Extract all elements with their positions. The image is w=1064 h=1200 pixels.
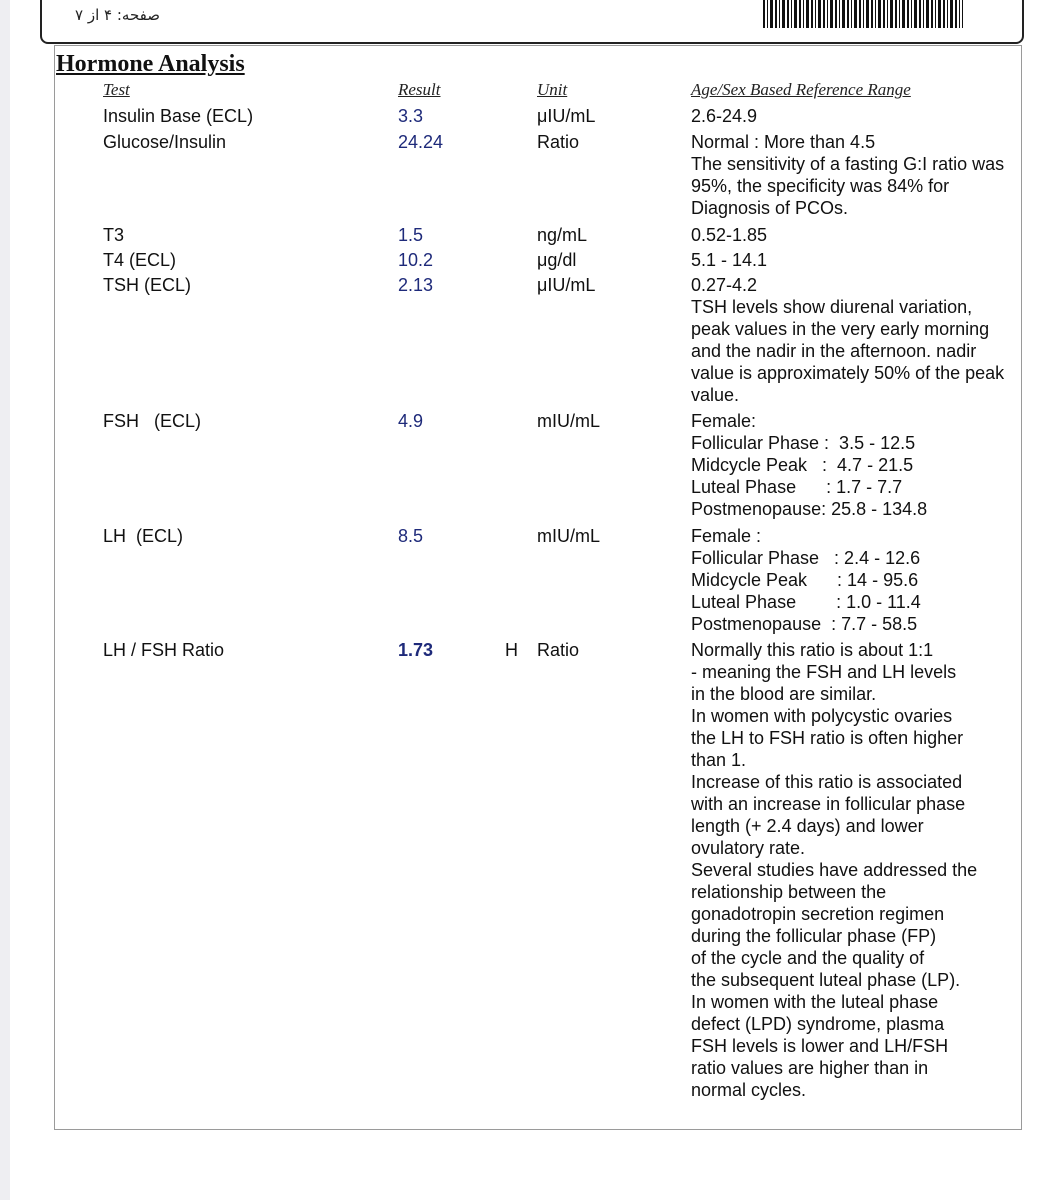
reference-range: Normally this ratio is about 1:1 - meaning the FSH and LH levels in the blood are similar. In women with polycystic ovaries the LH to FSH ratio is often higher than 1. Increase of this ratio is associated with an increase in follicular phase length (+ 2.4 days) and lower ovulatory rate. Several studies have addressed the relationship between the gonadotropin secretion regimen during the follicular phase (FP) of the cycle and the quality of the subsequent luteal phase (LP). In women with the luteal phase defect (LPD) syndrome, plasma FSH levels is lower and LH/FSH ratio values are higher than in normal cycles. <box>691 640 978 1100</box>
column-header-result: Result <box>398 80 441 99</box>
unit: mIU/mL <box>537 526 600 546</box>
column-header-reference: Age/Sex Based Reference Range <box>691 80 911 99</box>
test-name: LH (ECL) <box>103 526 184 546</box>
unit: μg/dl <box>537 250 577 270</box>
unit: mIU/mL <box>537 411 600 431</box>
result-value: 24.24 <box>398 132 444 152</box>
page-gutter <box>0 0 10 1200</box>
reference-range: 0.52-1.85 <box>691 225 768 245</box>
reference-range: 0.27-4.2 TSH levels show diurenal variation, peak values in the very early morning and the nadir in the afternoon. nadir value is approximately 50% of the peak value. <box>691 275 1005 405</box>
reference-range: 5.1 - 14.1 <box>691 250 768 270</box>
unit: μIU/mL <box>537 275 596 295</box>
test-name: Glucose/Insulin <box>103 132 227 152</box>
column-header-test: Test <box>103 80 130 99</box>
section-title: Hormone Analysis <box>56 51 245 77</box>
test-name: FSH (ECL) <box>103 411 202 431</box>
test-name: LH / FSH Ratio <box>103 640 225 660</box>
reference-range: 2.6-24.9 <box>691 106 758 126</box>
result-flag: H <box>505 640 518 660</box>
test-name: T3 <box>103 225 125 245</box>
unit: ng/mL <box>537 225 588 245</box>
page-number-label: صفحه: ۴ از ۷ <box>75 6 160 24</box>
column-header-unit: Unit <box>537 80 568 99</box>
reference-range: Female: Follicular Phase : 3.5 - 12.5 Midcycle Peak : 4.7 - 21.5 Luteal Phase : 1.7 - 7.7 Postmenopause: 25.8 - 134.8 <box>691 411 928 519</box>
result-value: 1.5 <box>398 225 424 245</box>
result-value: 3.3 <box>398 106 424 126</box>
result-value: 1.73 <box>398 640 434 660</box>
reference-range: Female : Follicular Phase : 2.4 - 12.6 Midcycle Peak : 14 - 95.6 Luteal Phase : 1.0 - 11.4 Postmenopause : 7.7 - 58.5 <box>691 526 921 634</box>
unit: Ratio <box>537 640 580 660</box>
unit: Ratio <box>537 132 580 152</box>
test-name: Insulin Base (ECL) <box>103 106 254 126</box>
unit: μIU/mL <box>537 106 596 126</box>
test-name: TSH (ECL) <box>103 275 192 295</box>
test-name: T4 (ECL) <box>103 250 177 270</box>
result-value: 10.2 <box>398 250 434 270</box>
reference-range: Normal : More than 4.5 The sensitivity of a fasting G:I ratio was 95%, the specificity was 84% for Diagnosis of PCOs. <box>691 132 1005 218</box>
result-value: 8.5 <box>398 526 424 546</box>
result-value: 4.9 <box>398 411 424 431</box>
result-value: 2.13 <box>398 275 434 295</box>
barcode <box>763 0 963 28</box>
